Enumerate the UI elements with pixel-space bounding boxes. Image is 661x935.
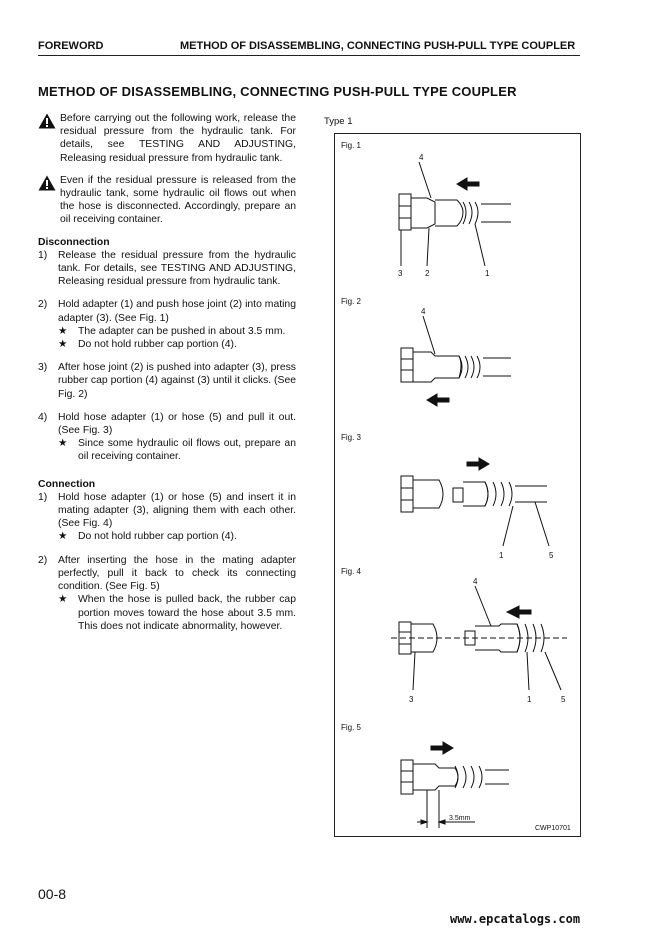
note [58, 338, 296, 351]
step-number: 4) [38, 411, 48, 423]
fig-3-label: Fig. 3 [341, 433, 362, 442]
warning-text: Before carrying out the following work, release the residual pressure from the hydraulic tank. For details, see TESTING AND ADJUSTING, Releasing residual pressure from hydraulic tank. [60, 113, 296, 164]
step-text: Hold hose adapter (1) or hose (5) and insert it in mating adapter (3), aligning them with each other. (See Fig. 4) [58, 491, 296, 530]
type-label: Type 1 [324, 116, 353, 127]
header-section: FOREWORD [38, 40, 104, 52]
warning-icon [38, 175, 56, 191]
connection-step-1 [38, 491, 296, 531]
star-icon: ★ [58, 438, 68, 450]
callout-5: 5 [549, 551, 554, 560]
watermark: www.epcatalogs.com [450, 912, 581, 926]
note-text: Do not hold rubber cap portion (4). [78, 531, 237, 543]
callout-3: 3 [409, 695, 414, 704]
step-number: 3) [38, 362, 48, 374]
fig-5-label: Fig. 5 [341, 723, 362, 732]
header-rule [38, 55, 580, 56]
star-icon: ★ [58, 594, 68, 606]
fig-1-drawing [398, 153, 511, 278]
warning-1 [38, 112, 296, 165]
step-number: 2) [38, 299, 48, 311]
star-icon: ★ [58, 531, 68, 543]
fig-1-label: Fig. 1 [341, 141, 362, 150]
dimension-label: 3.5mm [449, 815, 471, 822]
note [58, 325, 296, 338]
callout-3: 3 [398, 269, 403, 278]
fig-3-drawing [401, 458, 554, 560]
note-text: When the hose is pulled back, the rubber cap portion moves toward the hose about 3.5 mm. This does not indicate abnormality, however. [78, 594, 296, 632]
note-text: Do not hold rubber cap portion (4). [78, 339, 237, 351]
page-number: 00-8 [38, 886, 67, 902]
disconnection-heading: Disconnection [38, 236, 110, 248]
callout-4: 4 [419, 153, 424, 162]
step-text: Release the residual pressure from the hydraulic tank. For details, see TESTING AND ADJUSTING, Releasing residual pressure from hydraulic tank. [58, 249, 296, 288]
step-text: After inserting the hose in the mating adapter perfectly, pull it back to check its connecting condition. (See Fig. 5) [58, 554, 296, 593]
note [58, 437, 296, 463]
connection-step-2 [38, 554, 296, 594]
fig-2-drawing [401, 307, 511, 406]
warning-2 [38, 174, 296, 227]
note [58, 530, 296, 543]
page-title: METHOD OF DISASSEMBLING, CONNECTING PUSH-PULL TYPE COUPLER [38, 84, 517, 99]
star-icon: ★ [58, 339, 68, 351]
step-number: 2) [38, 554, 48, 566]
connection-heading: Connection [38, 478, 96, 490]
fig-4-drawing [391, 577, 567, 704]
header-title: METHOD OF DISASSEMBLING, CONNECTING PUSH-PULL TYPE COUPLER [180, 40, 576, 52]
drawing-code: CWP10701 [535, 825, 571, 832]
callout-4: 4 [421, 307, 426, 316]
warning-text: Even if the residual pressure is released from the hydraulic tank, some hydraulic oil flows out when the hose is disconnected. Accordingly, prepare an oil receiving container. [60, 174, 296, 226]
callout-5: 5 [561, 695, 566, 704]
note [58, 593, 296, 633]
warning-icon [38, 113, 56, 129]
figure-box [334, 133, 581, 837]
star-icon: ★ [58, 325, 68, 337]
step-number: 1) [38, 491, 48, 503]
text-column [38, 112, 296, 633]
disconnection-step-4 [38, 411, 296, 437]
callout-1: 1 [527, 695, 532, 704]
fig-5-drawing [401, 742, 509, 828]
fig-2-label: Fig. 2 [341, 297, 362, 306]
disconnection-step-3 [38, 361, 296, 401]
step-text: After hose joint (2) is pushed into adapter (3), press rubber cap portion (4) against (3) until it clicks. (See Fig. 2) [58, 362, 296, 400]
callout-1: 1 [499, 551, 504, 560]
callout-1: 1 [485, 269, 490, 278]
step-text: Hold adapter (1) and push hose joint (2) into mating adapter (3). (See Fig. 1) [58, 299, 296, 324]
coupler-illustrations [335, 134, 580, 836]
disconnection-step-2 [38, 298, 296, 324]
step-text: Hold hose adapter (1) or hose (5) and pull it out. (See Fig. 3) [58, 411, 296, 437]
disconnection-step-1 [38, 249, 296, 289]
note-text: Since some hydraulic oil flows out, prepare an oil receiving container. [78, 438, 296, 463]
step-number: 1) [38, 249, 48, 261]
note-text: The adapter can be pushed in about 3.5 mm. [78, 325, 286, 337]
fig-4-label: Fig. 4 [341, 567, 362, 576]
callout-4: 4 [473, 577, 478, 586]
callout-2: 2 [425, 269, 430, 278]
